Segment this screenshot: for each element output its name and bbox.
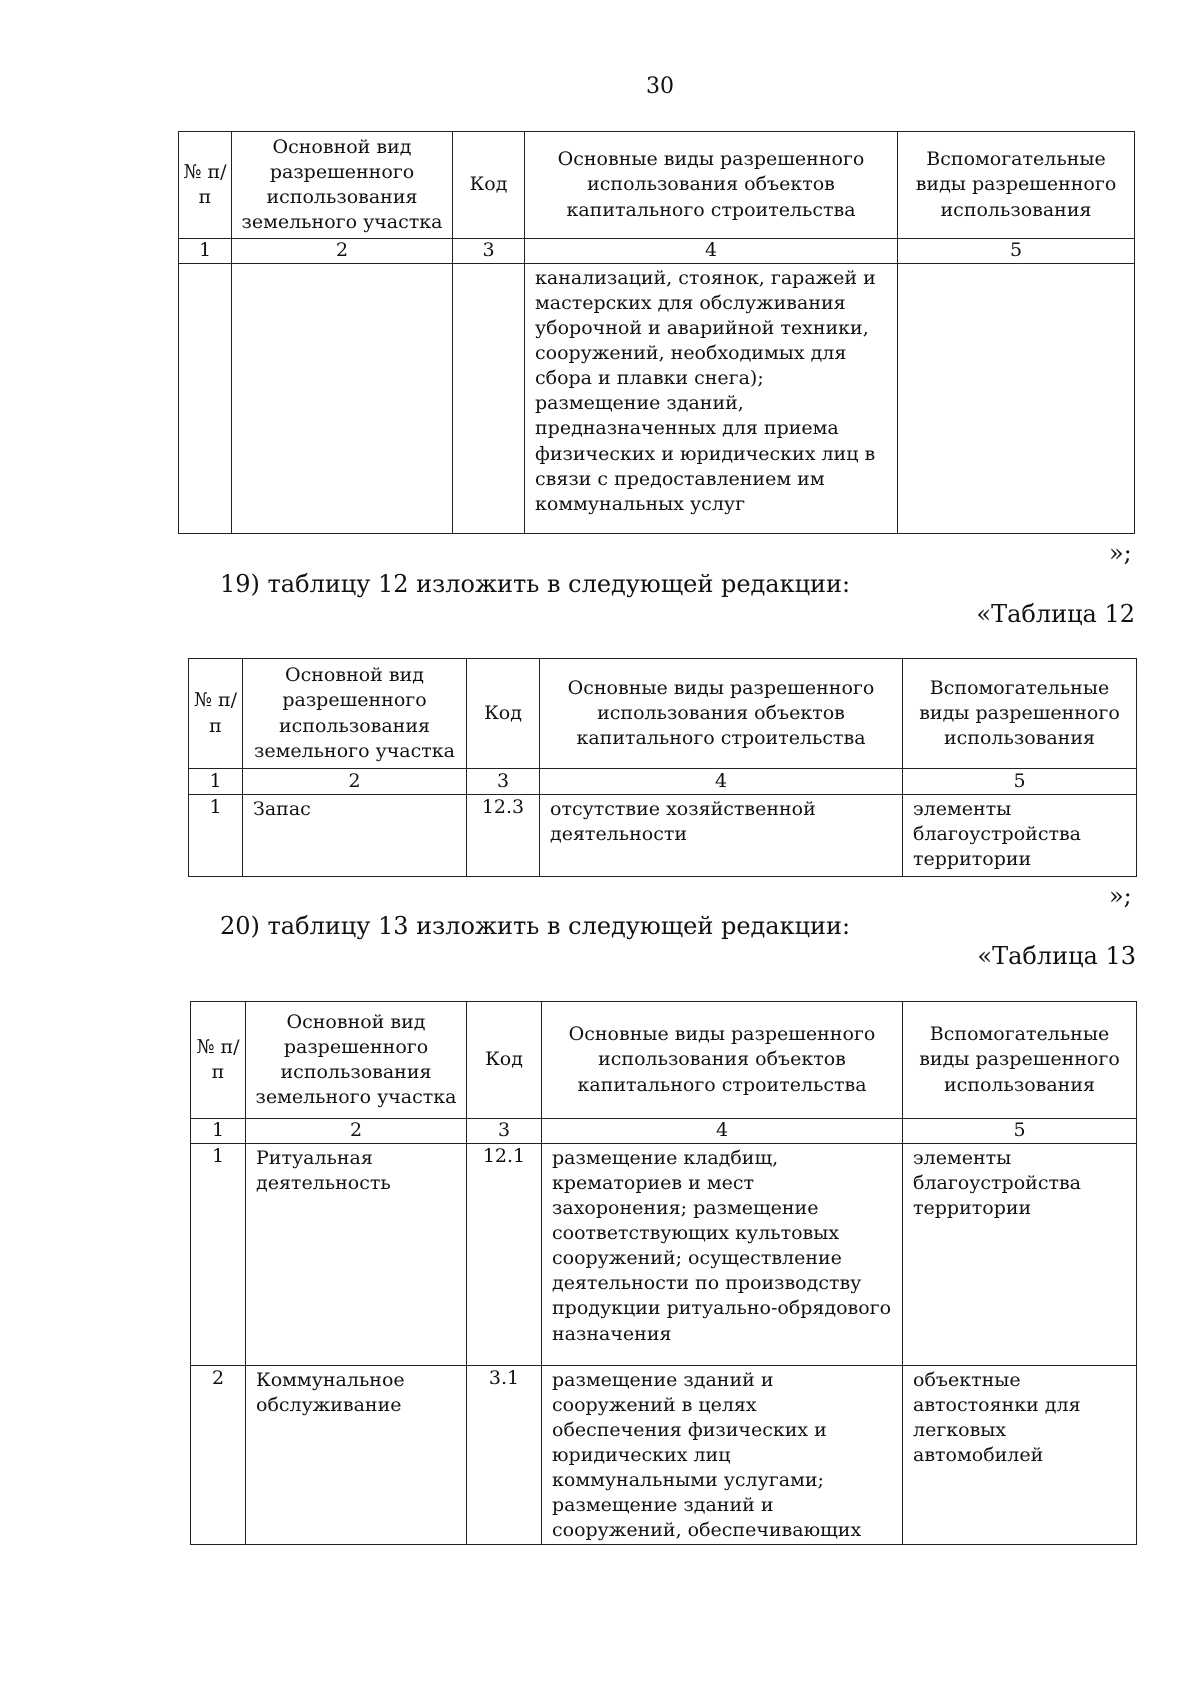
column-number-row (191, 1119, 1137, 1144)
column-number: 4 (540, 769, 903, 795)
table-13 (190, 1001, 1137, 1545)
page-number: 30 (646, 74, 674, 99)
cell-main-use: Запас (243, 795, 467, 877)
header-aux: Вспомогательные виды разрешенного использования (903, 659, 1137, 769)
header-aux: Вспомогательные виды разрешенного использования (903, 1002, 1137, 1119)
cell-n: 1 (191, 1144, 246, 1366)
table-12 (188, 658, 1137, 877)
column-number: 5 (903, 769, 1137, 795)
table-header-row (179, 132, 1135, 239)
cell-n: 2 (191, 1366, 246, 1545)
cell-code: 12.3 (467, 795, 540, 877)
header-main-objects: Основные виды разрешенного использования объектов капитального строительства (540, 659, 903, 769)
column-number: 5 (898, 239, 1135, 264)
cell-aux: элементы благоустройства территории (903, 1144, 1137, 1366)
header-main-use: Основной вид разрешенного использования земельного участка (243, 659, 467, 769)
cell-main-use (232, 264, 453, 534)
table-header-row (189, 659, 1137, 769)
table-row (191, 1144, 1137, 1366)
cell-n: 1 (189, 795, 243, 877)
header-aux: Вспомогательные виды разрешенного использования (898, 132, 1135, 239)
column-number: 2 (232, 239, 453, 264)
header-main-objects: Основные виды разрешенного использования объектов капитального строительства (525, 132, 898, 239)
table-label-12: «Таблица 12 (976, 600, 1135, 628)
cell-main-objects: канализаций, стоянок, гаражей и мастерских для обслуживания уборочной и аварийной техники, сооружений, необходимых для сбора и плавки снега); размещение зданий, предназначенных для приема физических и юридических лиц в связи с предоставлением им коммунальных услуг (525, 264, 898, 534)
column-number: 4 (525, 239, 898, 264)
cell-code: 3.1 (467, 1366, 542, 1545)
cell-aux: элементы благоустройства территории (903, 795, 1137, 877)
column-number: 1 (179, 239, 232, 264)
close-quote-mark: »; (1109, 539, 1132, 567)
close-quote-mark: »; (1109, 882, 1132, 910)
header-n: № п/п (179, 132, 232, 239)
instruction-19: 19) таблицу 12 изложить в следующей редакции: (220, 570, 851, 598)
table-row (191, 1366, 1137, 1545)
header-code: Код (467, 1002, 542, 1119)
column-number: 1 (191, 1119, 246, 1144)
cell-code: 12.1 (467, 1144, 542, 1366)
cell-aux (898, 264, 1135, 534)
header-code: Код (467, 659, 540, 769)
cell-main-use: Коммунальное обслуживание (246, 1366, 467, 1545)
header-code: Код (453, 132, 525, 239)
table-label-13: «Таблица 13 (977, 942, 1136, 970)
instruction-20: 20) таблицу 13 изложить в следующей редакции: (220, 912, 851, 940)
column-number-row (179, 239, 1135, 264)
column-number: 2 (243, 769, 467, 795)
column-number: 3 (453, 239, 525, 264)
column-number: 1 (189, 769, 243, 795)
header-n: № п/п (191, 1002, 246, 1119)
column-number-row (189, 769, 1137, 795)
header-n: № п/п (189, 659, 243, 769)
table-row (179, 264, 1135, 534)
cell-code (453, 264, 525, 534)
cell-aux: объектные автостоянки для легковых автомобилей (903, 1366, 1137, 1545)
column-number: 5 (903, 1119, 1137, 1144)
header-main-use: Основной вид разрешенного использования земельного участка (246, 1002, 467, 1119)
cell-main-objects: размещение зданий и сооружений в целях обеспечения физических и юридических лиц коммунальными услугами; размещение зданий и сооружений, обеспечивающих (542, 1366, 903, 1545)
cell-main-objects: размещение кладбищ, крематориев и мест захоронения; размещение соответствующих культовых сооружений; осуществление деятельности по производству продукции ритуально-обрядового назначения (542, 1144, 903, 1366)
header-main-objects: Основные виды разрешенного использования объектов капитального строительства (542, 1002, 903, 1119)
cell-main-objects: отсутствие хозяйственной деятельности (540, 795, 903, 877)
continued-table (178, 131, 1135, 534)
cell-n (179, 264, 232, 534)
column-number: 3 (467, 1119, 542, 1144)
cell-main-use: Ритуальная деятельность (246, 1144, 467, 1366)
table-row (189, 795, 1137, 877)
header-main-use: Основной вид разрешенного использования земельного участка (232, 132, 453, 239)
column-number: 2 (246, 1119, 467, 1144)
table-header-row (191, 1002, 1137, 1119)
column-number: 4 (542, 1119, 903, 1144)
column-number: 3 (467, 769, 540, 795)
